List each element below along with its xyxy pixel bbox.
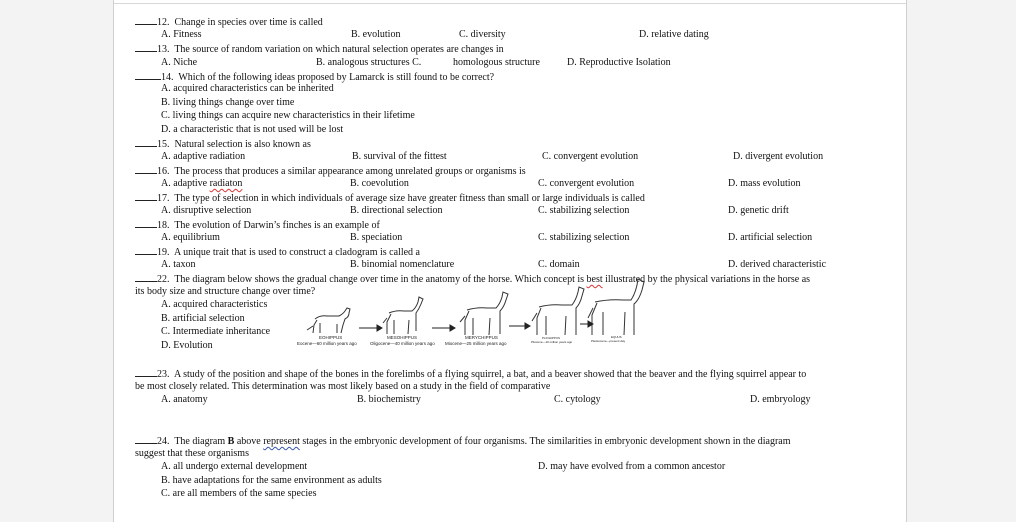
q23-option-a: A. anatomy <box>161 394 208 405</box>
question-12: 12. Change in species over time is called <box>135 15 323 29</box>
q18-option-b: B. speciation <box>350 232 403 243</box>
q12-option-b: B. evolution <box>351 29 401 40</box>
equus-label: EQUUS <box>611 335 622 339</box>
q22-option-b: B. artificial selection <box>161 313 245 324</box>
q16-option-b: B. coevolution <box>350 178 409 189</box>
pliohippus-label: PLIOHIPPUS <box>542 336 561 340</box>
q19-option-d: D. derived characteristic <box>728 259 827 270</box>
q12-option-c: C. diversity <box>459 29 506 40</box>
merychippus-illustration <box>460 292 508 335</box>
q18-option-a: A. equilibrium <box>161 232 220 243</box>
answer-blank[interactable] <box>135 245 157 255</box>
question-14: 14. Which of the following ideas proposed by Lamarck is still found to be correct? <box>135 70 494 84</box>
answer-blank[interactable] <box>135 218 157 228</box>
equus-illustration <box>588 279 644 335</box>
pliohippus-era: Pliocene—10 million years ago <box>531 340 573 344</box>
q23-option-c: C. cytology <box>554 394 601 405</box>
q16-option-a: A. adaptive radiaton <box>161 178 243 189</box>
grammar-flag[interactable]: represent <box>263 436 300 447</box>
q13-option-b: B. analogous structures C. <box>316 57 422 68</box>
q17-option-a: A. disruptive selection <box>161 205 252 216</box>
eohippus-illustration <box>307 308 350 333</box>
q12-option-d: D. relative dating <box>639 29 709 40</box>
question-18: 18. The evolution of Darwin’s finches is an example of <box>135 218 380 232</box>
answer-blank[interactable] <box>135 434 157 444</box>
q18-option-c: C. stabilizing selection <box>538 232 630 243</box>
q19-option-a: A. taxon <box>161 259 196 270</box>
q12-option-a: A. Fitness <box>161 29 202 40</box>
q17-option-d: D. genetic drift <box>728 205 789 216</box>
question-24: 24. The diagram B above represent stages in the embryonic development of four organisms. The similarities in embryonic development shown in the diagram <box>135 434 791 448</box>
answer-blank[interactable] <box>135 137 157 147</box>
q16-option-c: C. convergent evolution <box>538 178 635 189</box>
question-23: 23. A study of the position and shape of the bones in the forelimbs of a flying squirrel, a bat, and a beaver showed that the beaver and the flying squirrel appear to <box>135 367 806 381</box>
q14-option-a: A. acquired characteristics can be inherited <box>161 83 334 94</box>
q16-option-d: D. mass evolution <box>728 178 801 189</box>
answer-blank[interactable] <box>135 272 157 282</box>
q15-option-c: C. convergent evolution <box>542 151 639 162</box>
grammar-flag[interactable]: best <box>586 274 603 285</box>
question-16: 16. The process that produces a similar appearance among unrelated groups or organisms is <box>135 164 526 178</box>
q15-option-d: D. divergent evolution <box>733 151 824 162</box>
q22-option-a: A. acquired characteristics <box>161 299 268 310</box>
pliohippus-illustration <box>532 287 584 335</box>
q17-option-c: C. stabilizing selection <box>538 205 630 216</box>
question-24-line2: suggest that these organisms <box>135 448 249 459</box>
q18-option-d: D. artificial selection <box>728 232 813 243</box>
merychippus-era: Miocene—25 million years ago <box>445 341 507 346</box>
eohippus-label: EOHIPPUS <box>319 335 343 340</box>
q22-option-c: C. Intermediate inheritance <box>161 326 271 337</box>
q24-option-d: D. may have evolved from a common ancestor <box>538 461 726 472</box>
answer-blank[interactable] <box>135 15 157 25</box>
answer-blank[interactable] <box>135 42 157 52</box>
answer-blank[interactable] <box>135 70 161 80</box>
q15-option-a: A. adaptive radiation <box>161 151 246 162</box>
question-23-line2: be most closely related. This determination was most likely based on a study in the field of comparative <box>135 381 551 392</box>
horse-evolution-diagram <box>289 276 654 350</box>
answer-blank[interactable] <box>135 367 157 377</box>
q23-option-d: D. embryology <box>750 394 811 405</box>
q22-option-d: D. Evolution <box>161 340 213 351</box>
q15-option-b: B. survival of the fittest <box>352 151 447 162</box>
q13-option-d: D. Reproductive Isolation <box>567 57 671 68</box>
question-22: 22. The diagram below shows the gradual change over time in the anatomy of the horse. Which concept is best illustrated by the physical variations in the horse as <box>135 272 810 286</box>
q13-option-a: A. Niche <box>161 57 198 68</box>
q17-option-b: B. directional selection <box>350 205 443 216</box>
q14-option-c: C. living things can acquire new characteristics in their lifetime <box>161 110 415 121</box>
q19-option-b: B. binomial nomenclature <box>350 259 455 270</box>
ruler <box>114 0 906 4</box>
q24-option-a: A. all undergo external development <box>161 461 308 472</box>
q14-option-b: B. living things change over time <box>161 97 295 108</box>
equus-era: Pleistocene—present day <box>591 339 626 343</box>
answer-blank[interactable] <box>135 164 157 174</box>
merychippus-label: MERYCHIPPUS <box>465 335 498 340</box>
mesohippus-era: Oligocene—40 million years ago <box>370 341 435 346</box>
document-page <box>113 0 907 522</box>
mesohippus-illustration <box>383 297 423 334</box>
q13-option-c: homologous structure <box>453 57 540 68</box>
mesohippus-label: MESOHIPPUS <box>387 335 418 340</box>
q24-option-b: B. have adaptations for the same environment as adults <box>161 475 382 486</box>
q14-option-d: D. a characteristic that is not used will be lost <box>161 124 344 135</box>
question-17: 17. The type of selection in which individuals of average size have greater fitness than small or large individuals is called <box>135 191 645 205</box>
q23-option-b: B. biochemistry <box>357 394 421 405</box>
eohippus-era: Eocene—60 million years ago <box>297 341 357 346</box>
question-15: 15. Natural selection is also known as <box>135 137 311 151</box>
spelling-error[interactable]: radiaton <box>209 178 243 189</box>
question-22-line2: its body size and structure change over time? <box>135 286 316 297</box>
question-19: 19. A unique trait that is used to construct a cladogram is called a <box>135 245 420 259</box>
q19-option-c: C. domain <box>538 259 580 270</box>
question-13: 13. The source of random variation on which natural selection operates are changes in <box>135 42 504 56</box>
q24-option-c: C. are all members of the same species <box>161 488 317 499</box>
answer-blank[interactable] <box>135 191 157 201</box>
